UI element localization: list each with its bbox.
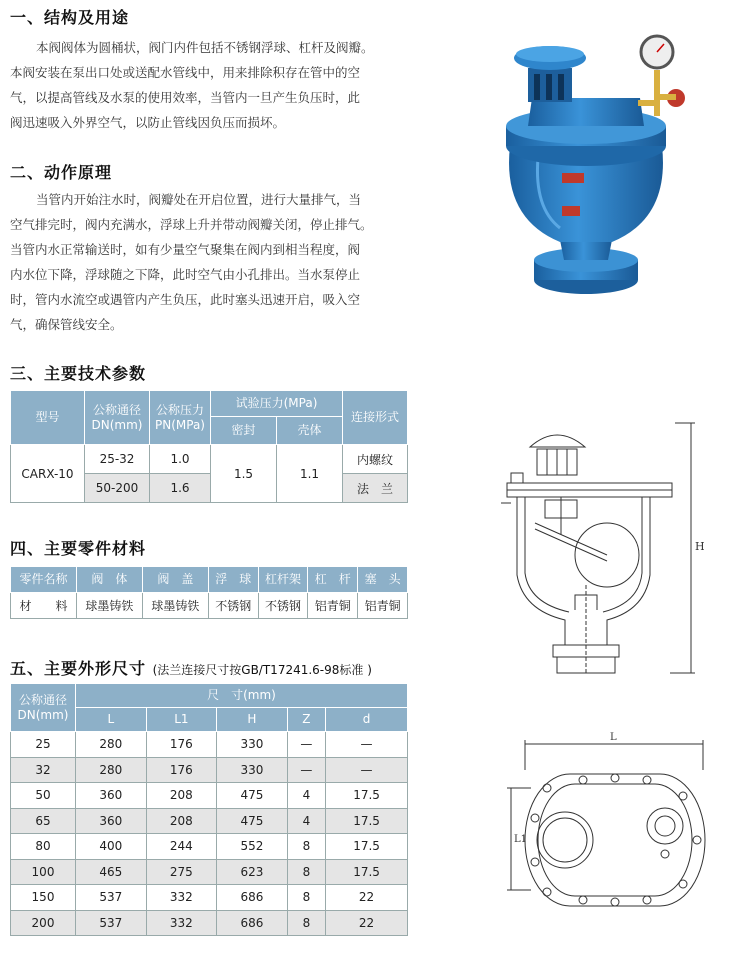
dim-cell: 100: [11, 859, 76, 885]
dim-cell: 475: [217, 808, 288, 834]
text-line: 本阀安装在泵出口处或送配水管线中，用来排除积存在管中的空: [10, 65, 361, 80]
table-row: [11, 910, 408, 936]
bolt-hole: [579, 776, 587, 784]
bolt-hole: [643, 776, 651, 784]
dim-cell: 623: [217, 859, 288, 885]
dim-cell: 465: [76, 859, 147, 885]
bolt-hole: [611, 898, 619, 906]
material-header: 塞 头: [358, 567, 408, 593]
table-row: [11, 732, 408, 758]
dim-cell: 330: [217, 732, 288, 758]
text-line: 当管内开始注水时，阀瓣处在开启位置，进行大量排气，当: [36, 192, 362, 207]
plan-view-drawing: [505, 730, 720, 910]
section2-body: [10, 187, 373, 337]
bolt-hole: [679, 792, 687, 800]
text-line: 当管内水正常输送时，如有少量空气聚集在阀内到相当程度，阀: [10, 242, 361, 257]
dim-cell: 50: [11, 783, 76, 809]
dim-cell: 537: [76, 885, 147, 911]
conn-cell: 法 兰: [343, 474, 408, 503]
dim-cell: 360: [76, 783, 147, 809]
dim-cell: 32: [11, 757, 76, 783]
dim-cell: 200: [11, 910, 76, 936]
dim-cell: 537: [76, 910, 147, 936]
col-dn: 公称通径 DN(mm): [85, 391, 150, 445]
dim-subheader: d: [326, 708, 408, 732]
conn-cell: 内螺纹: [343, 445, 408, 474]
material-value: 材 料: [11, 593, 77, 619]
bolt-hole: [643, 896, 651, 904]
section4-heading: 四、主要零件材料: [10, 539, 147, 558]
material-header: 杠杆架: [258, 567, 308, 593]
section2-heading: 二、动作原理: [10, 163, 113, 182]
dim-cell: 17.5: [326, 859, 408, 885]
dim-cell: 8: [287, 859, 325, 885]
dim-cell: —: [287, 757, 325, 783]
dim-cell: 208: [146, 808, 217, 834]
label-l1: L1: [514, 834, 528, 845]
text-line: 气，确保管线安全。: [10, 317, 123, 332]
dn-cell: 50-200: [85, 474, 150, 503]
bolt-hole: [531, 858, 539, 866]
dim-cell: —: [326, 732, 408, 758]
text-line: 气，以提高管线及水泵的使用效率，当管内一旦产生负压时，此: [10, 90, 361, 105]
text-line: 空气排完时，阀内充满水，浮球上升并带动阀瓣关闭，停止排气。: [10, 217, 373, 232]
dim-cell: 360: [76, 808, 147, 834]
table-row: [11, 808, 408, 834]
dim-cell: 150: [11, 885, 76, 911]
pn-cell: 1.0: [150, 445, 211, 474]
bolt-hole: [693, 836, 701, 844]
label-l: L: [610, 732, 617, 743]
material-value: 球墨铸铁: [142, 593, 208, 619]
section3-heading: 三、主要技术参数: [10, 364, 147, 383]
dim-cell: 17.5: [326, 783, 408, 809]
dim-cell: 4: [287, 783, 325, 809]
col-conn: 连接形式: [343, 391, 408, 445]
bolt-hole: [679, 880, 687, 888]
text-line: 阀迅速吸入外界空气，以防止管线因负压而损坏。: [10, 115, 286, 130]
dim-cell: 65: [11, 808, 76, 834]
dim-cell: 8: [287, 910, 325, 936]
text-line: 内水位下降，浮球随之下降，此时空气由小孔排出。当水泵停止: [10, 267, 361, 282]
material-value: 不锈钢: [258, 593, 308, 619]
shell-cell: 1.1: [277, 445, 343, 503]
dim-cell: 400: [76, 834, 147, 860]
material-value: 球墨铸铁: [76, 593, 142, 619]
dim-cell: 22: [326, 885, 408, 911]
bolt-hole: [543, 784, 551, 792]
side-elevation-drawing: [495, 405, 710, 680]
material-value: 不锈钢: [208, 593, 258, 619]
material-header: 阀 体: [76, 567, 142, 593]
col-test: 试验压力(MPa): [211, 391, 343, 417]
table-row: [11, 834, 408, 860]
dim-cell: 686: [217, 910, 288, 936]
col-shell: 壳体: [277, 417, 343, 445]
material-header: 阀 盖: [142, 567, 208, 593]
dim-cell: 17.5: [326, 834, 408, 860]
section5-note: (法兰连接尺寸按GB/T17241.6-98标准 ): [152, 663, 372, 677]
dim-cell: 176: [146, 732, 217, 758]
col-size: 尺 寸(mm): [76, 684, 408, 708]
dim-subheader: L1: [146, 708, 217, 732]
col-pn: 公称压力 PN(MPa): [150, 391, 211, 445]
section1-body: [10, 35, 374, 135]
dim-cell: 280: [76, 757, 147, 783]
dim-cell: 4: [287, 808, 325, 834]
bolt-hole: [531, 814, 539, 822]
model-cell: CARX-10: [11, 445, 85, 503]
label-h: H: [695, 540, 705, 553]
bolt-hole: [611, 774, 619, 782]
dim-cell: 244: [146, 834, 217, 860]
text-line: 本阀阀体为圆桶状，阀门内件包括不锈钢浮球、杠杆及阀瓣。: [36, 40, 374, 55]
seal-cell: 1.5: [211, 445, 277, 503]
dim-cell: 17.5: [326, 808, 408, 834]
material-value: 铝青铜: [308, 593, 358, 619]
dim-cell: 22: [326, 910, 408, 936]
col-dn: 公称通径 DN(mm): [11, 684, 76, 732]
dim-subheader: L: [76, 708, 147, 732]
dim-cell: 332: [146, 910, 217, 936]
table-row: [11, 757, 408, 783]
dim-cell: 8: [287, 834, 325, 860]
bolt-hole: [543, 888, 551, 896]
table-row: [11, 783, 408, 809]
col-model: 型号: [11, 391, 85, 445]
air-valve-photo: [488, 28, 710, 300]
materials-table: [10, 566, 408, 619]
dim-cell: 176: [146, 757, 217, 783]
dimensions-table: [10, 683, 408, 936]
dim-cell: 552: [217, 834, 288, 860]
dim-cell: 275: [146, 859, 217, 885]
dim-cell: —: [287, 732, 325, 758]
material-header: 杠 杆: [308, 567, 358, 593]
dim-cell: 208: [146, 783, 217, 809]
dn-cell: 25-32: [85, 445, 150, 474]
tech-params-table: [10, 390, 408, 503]
dim-cell: —: [326, 757, 408, 783]
dim-cell: 25: [11, 732, 76, 758]
dim-cell: 475: [217, 783, 288, 809]
dim-cell: 8: [287, 885, 325, 911]
material-value: 铝青铜: [358, 593, 408, 619]
pn-cell: 1.6: [150, 474, 211, 503]
table-row: [11, 859, 408, 885]
col-seal: 密封: [211, 417, 277, 445]
dim-subheader: Z: [287, 708, 325, 732]
section5-heading: 五、主要外形尺寸 (法兰连接尺寸按GB/T17241.6-98标准 ): [10, 659, 372, 678]
dim-cell: 280: [76, 732, 147, 758]
dim-cell: 686: [217, 885, 288, 911]
bolt-hole: [579, 896, 587, 904]
material-header: 浮 球: [208, 567, 258, 593]
material-header: 零件名称: [11, 567, 77, 593]
dim-subheader: H: [217, 708, 288, 732]
table-row: [11, 885, 408, 911]
dim-cell: 80: [11, 834, 76, 860]
section1-heading: 一、结构及用途: [10, 8, 130, 27]
text-line: 时，管内水流空或遇管内产生负压，此时塞头迅速开启，吸入空: [10, 292, 361, 307]
dim-cell: 332: [146, 885, 217, 911]
dim-cell: 330: [217, 757, 288, 783]
